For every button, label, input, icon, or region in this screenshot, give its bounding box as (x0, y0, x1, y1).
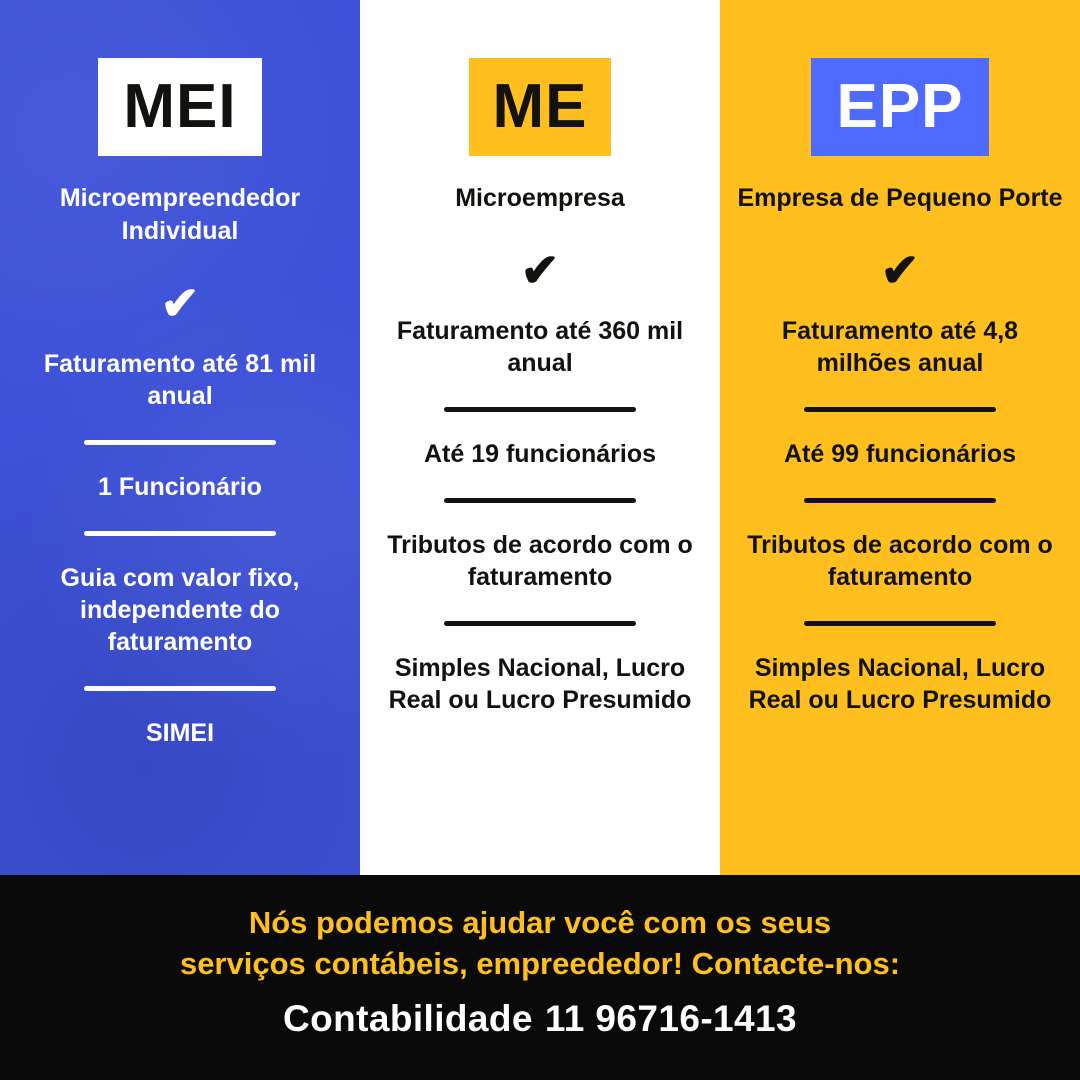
contact-label: Contabilidade (283, 997, 533, 1039)
footer-line-2: serviços contábeis, empreededor! Contacte-nos: (179, 945, 901, 981)
divider (444, 407, 636, 412)
subtitle-mei: Microempreendedor Individual (59, 184, 301, 245)
feature-item: Até 19 funcionários (424, 440, 656, 468)
column-me (360, 0, 720, 875)
feature-item: Simples Nacional, Lucro Real ou Lucro Presumido (388, 654, 692, 714)
footer-contact (283, 998, 797, 1040)
divider (84, 686, 276, 691)
divider (444, 621, 636, 626)
column-epp (720, 0, 1080, 875)
divider (84, 531, 276, 536)
divider (444, 498, 636, 503)
feature-item: 1 Funcionário (98, 473, 262, 501)
phone-number[interactable]: 11 96716-1413 (544, 997, 797, 1039)
feature-item: Faturamento até 360 mil anual (396, 317, 684, 377)
column-mei (0, 0, 360, 875)
feature-item: Simples Nacional, Lucro Real ou Lucro Presumido (748, 654, 1052, 714)
subtitle-me: Microempresa (455, 184, 625, 212)
feature-item: Até 99 funcionários (784, 440, 1016, 468)
footer-line-1: Nós podemos ajudar você com os seus (248, 905, 832, 941)
subtitle-epp: Empresa de Pequeno Porte (737, 184, 1063, 212)
divider (804, 498, 996, 503)
feature-item: Faturamento até 81 mil anual (43, 350, 317, 410)
feature-item: Guia com valor fixo, independente do faturamento (60, 564, 300, 656)
feature-item: Tributos de acordo com o faturamento (747, 531, 1053, 591)
badge-mei: MEI (98, 58, 262, 156)
feature-item: Faturamento até 4,8 milhões anual (781, 317, 1019, 377)
divider (84, 440, 276, 445)
divider (804, 407, 996, 412)
check-icon: ✔ (880, 244, 920, 296)
footer-banner (0, 875, 1080, 1080)
feature-item: Tributos de acordo com o faturamento (387, 531, 693, 591)
badge-me: ME (469, 58, 611, 156)
check-icon: ✔ (160, 277, 200, 329)
check-icon: ✔ (520, 244, 560, 296)
badge-epp: EPP (811, 58, 989, 156)
divider (804, 621, 996, 626)
feature-item: SIMEI (145, 719, 215, 747)
